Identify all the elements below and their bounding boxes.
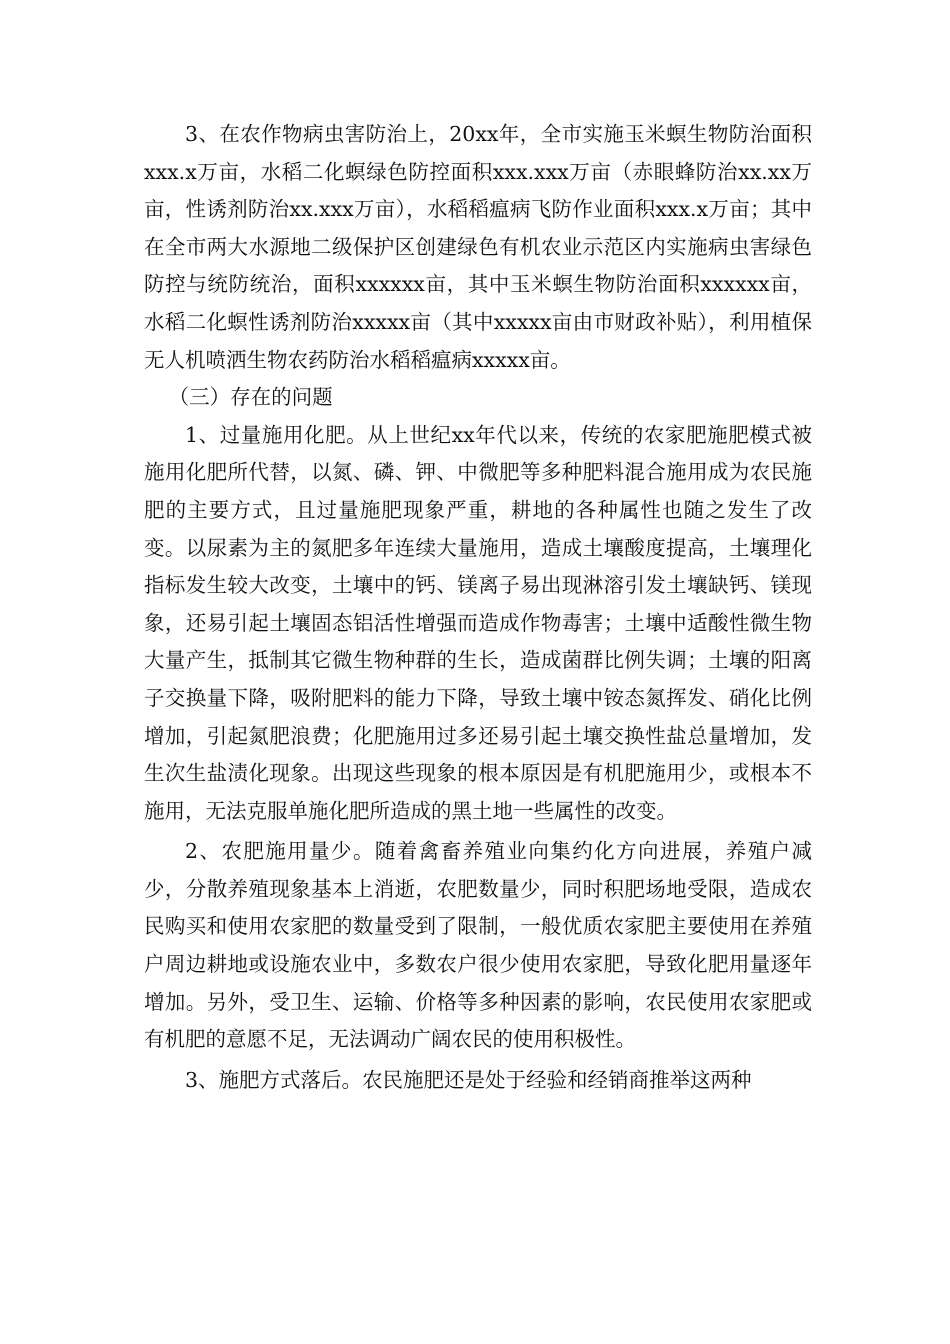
paragraph-fertilizing-method: 3、施肥方式落后。农民施肥还是处于经验和经销商推举这两种	[185, 1067, 752, 1092]
paragraph-pest-control: 3、在农作物病虫害防治上，20xx年，全市实施玉米螟生物防治面积xxx.x万亩，水稻二化螟绿色防控面积xxx.xxx万亩（赤眼蜂防治xx.xx万亩，性诱剂防治xx.xxx万亩），水稻稻瘟病飞防作业面积xxx.x万亩；其中在全市两大水源地二级保护区创建绿色有机农业示范区内实施病虫害绿色防控与统防统治，面积xxxxxx亩，其中玉米螟生物防治面积xxxxxx亩，水稻二化螟性诱剂防治xxxxx亩（其中xxxxx亩由市财政补贴），利用植保无人机喷洒生物农药防治水稻稻瘟病xxxxx亩。	[144, 122, 812, 372]
paragraph-manure-usage: 2、农肥施用量少。随着禽畜养殖业向集约化方向进展，养殖户减少，分散养殖现象基本上消逝，农肥数量少，同时积肥场地受限，造成农民购买和使用农家肥的数量受到了限制，一般优质农家肥主要使用在养殖户周边耕地或设施农业中，多数农户很少使用农家肥，导致化肥用量逐年增加。另外，受卫生、运输、价格等多种因素的影响，农民使用农家肥或有机肥的意愿不足，无法调动广阔农民的使用积极性。	[144, 839, 812, 1052]
paragraph-excess-fertilizer: 1、过量施用化肥。从上世纪xx年代以来，传统的农家肥施肥模式被施用化肥所代替，以氮、磷、钾、中微肥等多种肥料混合施用成为农民施肥的主要方式，且过量施肥现象严重，耕地的各种属性也随之发生了改变。以尿素为主的氮肥多年连续大量施用，造成土壤酸度提高，土壤理化指标发生较大改变，土壤中的钙、镁离子易出现淋溶引发土壤缺钙、镁现象，还易引起土壤固态铝活性增强而造成作物毒害；土壤中适酸性微生物大量产生，抵制其它微生物种群的生长，造成菌群比例失调；土壤的阳离子交换量下降，吸附肥料的能力下降，导致土壤中铵态氮挥发、硝化比例增加，引起氮肥浪费；化肥施用过多还易引起土壤交换性盐总量增加，发生次生盐渍化现象。出现这些现象的根本原因是有机肥施用少，或根本不施用，无法克服单施化肥所造成的黑土地一些属性的改变。	[144, 422, 812, 823]
section-heading-problems: （三）存在的问题	[168, 385, 333, 410]
document-body	[144, 116, 812, 1099]
